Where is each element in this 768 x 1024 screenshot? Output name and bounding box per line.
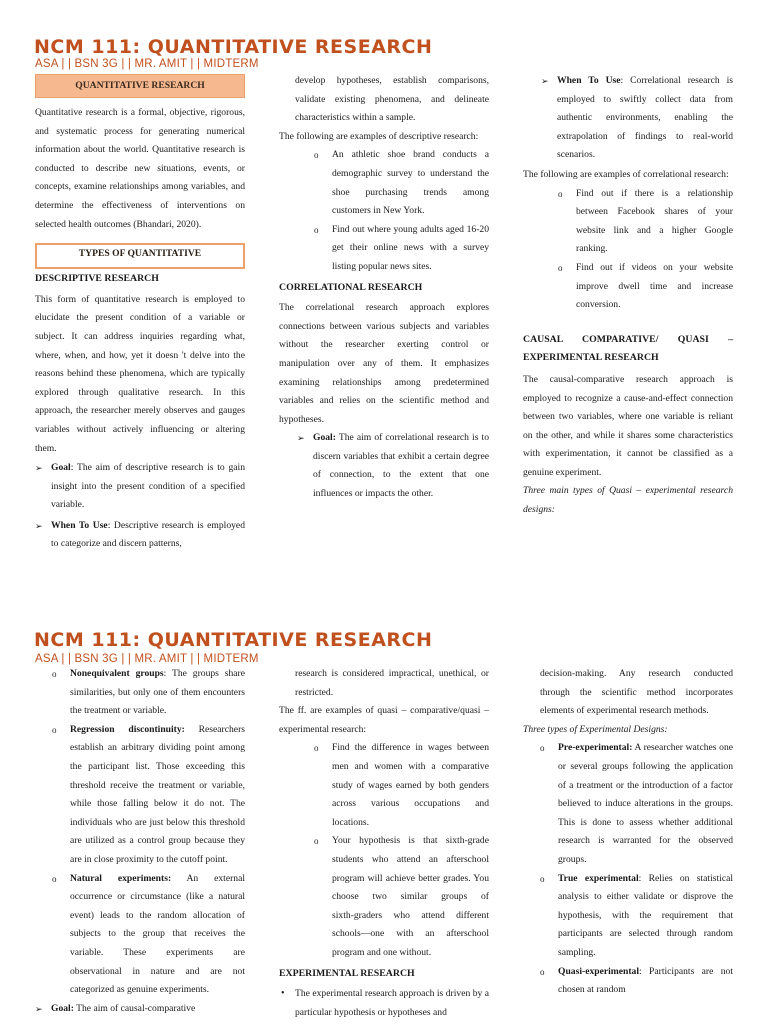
list-item-example <box>558 185 733 259</box>
circle-bullet-icon: o <box>52 669 57 679</box>
page-title: NCM 111: QUANTITATIVE RESEARCH <box>34 629 433 651</box>
list-item-when <box>35 517 245 554</box>
circle-bullet-icon: o <box>314 224 319 235</box>
example-text: Your hypothesis is that sixth-grade students who attend an afterschool program will achieve better grades. You choose two similar groups of sixth‑graders who attend different schools—one with an afterschool program and one without. <box>332 835 489 958</box>
item-label: Pre-experimental: <box>558 742 633 754</box>
arrow-bullet-icon: ➢ <box>35 1003 43 1014</box>
column-1 <box>35 74 245 554</box>
circle-bullet-icon: o <box>314 743 319 754</box>
page-subtitle: ASA | | BSN 3G | | MR. AMIT | | MIDTERM <box>35 58 259 70</box>
examples-intro: The following are examples of correlational research: <box>523 168 729 180</box>
goal-text: : The aim of descriptive research is to gain insight into the present condition of a specified variable. <box>51 462 245 511</box>
heading-experimental: EXPERIMENTAL RESEARCH <box>279 967 415 979</box>
intro-paragraph: Quantitative research is a formal, objective, rigorous, and systematic process for generating numerical information about the world. Quantitative research is conducted to describe new situations, events, or concepts, examine relationships among variables, and determine the effectiveness of interventions on selected health outcomes (Bhandari, 2020). <box>35 107 245 230</box>
list-item-example <box>314 221 489 277</box>
when-label: When To Use <box>51 519 108 531</box>
list-item-regression <box>52 721 245 870</box>
types-intro: Three main types of Quasi – experimental research designs: <box>523 485 733 516</box>
circle-bullet-icon: o <box>540 966 545 977</box>
list-item-nonequivalent <box>52 665 245 721</box>
item-text: : The groups share similarities, but only one of them encounters the treatment or variable. <box>70 668 245 717</box>
example-text: Find the difference in wages between men and women with a comparative study of wages earned by both genders across various occupations and locations. <box>332 742 489 828</box>
goal-label: Goal: <box>51 1002 74 1014</box>
column-2 <box>279 72 489 504</box>
descriptive-paragraph: This form of quantitative research is employed to elucidate the present condition of a variable or subject. It can address inquiries regarding what, where, when, and how, yet it doesn 't delve into the reasons behind these phenomena, which are typically explored through qualitative research. In this approach, the researcher merely observes and gauges variables without actively influencing or altering them. <box>35 293 245 454</box>
item-text: A researcher watches one or several groups following the application of a treatment or the introduction of a factor believed to induce alterations in the groups. This is done to assess whether additional research is warranted for the observed groups. <box>558 742 733 865</box>
item-label: True experimental <box>558 872 639 884</box>
list-item-example <box>558 259 733 315</box>
list-item-goal <box>297 429 489 503</box>
when-text: : Descriptive research is employed to categorize and discern patterns, <box>51 519 245 550</box>
item-label: Nonequivalent groups <box>70 668 164 679</box>
goal-label: Goal: <box>313 432 336 444</box>
list-item-goal <box>35 1000 245 1019</box>
section-box-quantitative-research: QUANTITATIVE RESEARCH <box>35 74 245 98</box>
column-3 <box>523 665 733 1000</box>
arrow-bullet-icon: ➢ <box>35 463 43 474</box>
page-title: NCM 111: QUANTITATIVE RESEARCH <box>34 36 433 58</box>
examples-intro: The following are examples of descriptive research: <box>279 130 479 142</box>
page-2 <box>0 617 768 1024</box>
item-text: : Relies on statistical analysis to either validate or disprove the hypothesis, with the requirement that participants are selected through random sampling. <box>558 872 733 958</box>
list-item-quasi-experimental <box>540 963 733 1000</box>
list-item-example <box>314 146 489 220</box>
example-text: Find out where young adults aged 16-20 get their online news with a survey listing popular news sites. <box>332 223 489 272</box>
circle-bullet-icon: o <box>558 188 563 199</box>
circle-bullet-icon: o <box>52 873 57 884</box>
circle-bullet-icon: o <box>540 873 545 884</box>
circle-bullet-icon: o <box>52 724 57 735</box>
item-label: Natural experiments: <box>70 872 172 884</box>
goal-text: The aim of correlational research is to discern variables that exhibit a certain degree of connection, to the extent that one influences or impacts the other. <box>313 432 489 500</box>
circle-bullet-icon: o <box>314 836 319 847</box>
circle-bullet-icon: o <box>558 262 563 273</box>
item-label: Regression discontinuity: <box>70 723 185 735</box>
heading-causal-comparative: CAUSAL COMPARATIVE/ QUASI – EXPERIMENTAL RESEARCH <box>523 333 733 364</box>
circle-bullet-icon: o <box>314 150 319 161</box>
causal-paragraph: The causal-comparative research approach is employed to recognize a cause-and-effect connection between two variables, where one variable is reliant on the other, and while it shares some characteristics with experimentation, it cannot be classified as a genuine experiment. <box>523 373 733 478</box>
item-text: : Participants are not chosen at random <box>558 965 733 996</box>
types-intro: Three types of Experimental Designs: <box>523 723 668 735</box>
section-box-types: TYPES OF QUANTITATIVE <box>35 243 245 269</box>
list-item-bullet <box>279 985 489 1022</box>
heading-correlational: CORRELATIONAL RESEARCH <box>279 281 423 293</box>
arrow-bullet-icon: ➢ <box>297 433 305 444</box>
list-item-true-experimental <box>540 870 733 963</box>
continued-paragraph: decision‑making. Any research conducted through the scientific method incorporates elements of experimental research methods. <box>540 668 733 717</box>
item-text: Researchers establish an arbitrary dividing point among the participant list. Those exceeding this threshold receive the treatment or variable, while those falling below it do not. The individuals who are just below this threshold are utilized as a control group because they are in close proximity to the cutoff point. <box>70 723 245 865</box>
continued-paragraph: develop hypotheses, establish comparisons, validate existing phenomena, and delineate characteristics within a sample. <box>295 75 489 124</box>
list-item-example <box>314 739 489 832</box>
when-label: When To Use <box>557 75 621 86</box>
column-1 <box>35 665 245 1018</box>
continued-paragraph: research is considered impractical, unethical, or restricted. <box>295 668 489 698</box>
arrow-bullet-icon: ➢ <box>541 76 549 86</box>
circle-bullet-icon: o <box>540 743 545 754</box>
column-3 <box>523 72 733 520</box>
examples-intro: The ff. are examples of quasi – comparative/quasi – experimental research: <box>279 705 489 735</box>
dot-bullet-icon: • <box>281 988 285 1000</box>
heading-descriptive: DESCRIPTIVE RESEARCH <box>35 273 159 285</box>
list-item-pre-experimental <box>540 739 733 869</box>
list-item-when <box>541 72 733 165</box>
when-text: : Correlational research is employed to swiftly collect data from authentic environments, enabling the extrapolation of findings to real-world scenarios. <box>557 75 733 161</box>
item-label: Quasi-experimental <box>558 965 640 977</box>
item-text: An external occurrence or circumstance (like a natural event) leads to the random allocation of subjects to the group that receives the variable. These experiments are observational in nature and are not categorized as genuine experiments. <box>70 872 245 996</box>
goal-text: The aim of causal-comparative <box>73 1002 196 1014</box>
example-text: Find out if there is a relationship between Facebook shares of your website link and a higher Google ranking. <box>576 187 733 255</box>
list-item-natural <box>52 870 245 1000</box>
correlational-paragraph: The correlational research approach explores connections between various subjects and variables without the researcher exerting control or manipulation over any of them. It emphasizes examining relationships among predetermined variables and relies on the scientific method and hypotheses. <box>279 302 489 425</box>
arrow-bullet-icon: ➢ <box>35 520 43 531</box>
example-text: Find out if videos on your website improve dwell time and increase conversion. <box>576 261 733 311</box>
list-item-example <box>314 832 489 962</box>
page-subtitle: ASA | | BSN 3G | | MR. AMIT | | MIDTERM <box>35 653 259 665</box>
goal-label: Goal <box>51 462 71 474</box>
example-text: An athletic shoe brand conducts a demographic survey to understand the shoe purchasing trends among customers in New York. <box>332 149 489 217</box>
bullet-text: The experimental research approach is driven by a particular hypothesis or hypotheses and <box>295 988 489 1018</box>
column-2 <box>279 665 489 1022</box>
list-item-goal <box>35 459 245 515</box>
